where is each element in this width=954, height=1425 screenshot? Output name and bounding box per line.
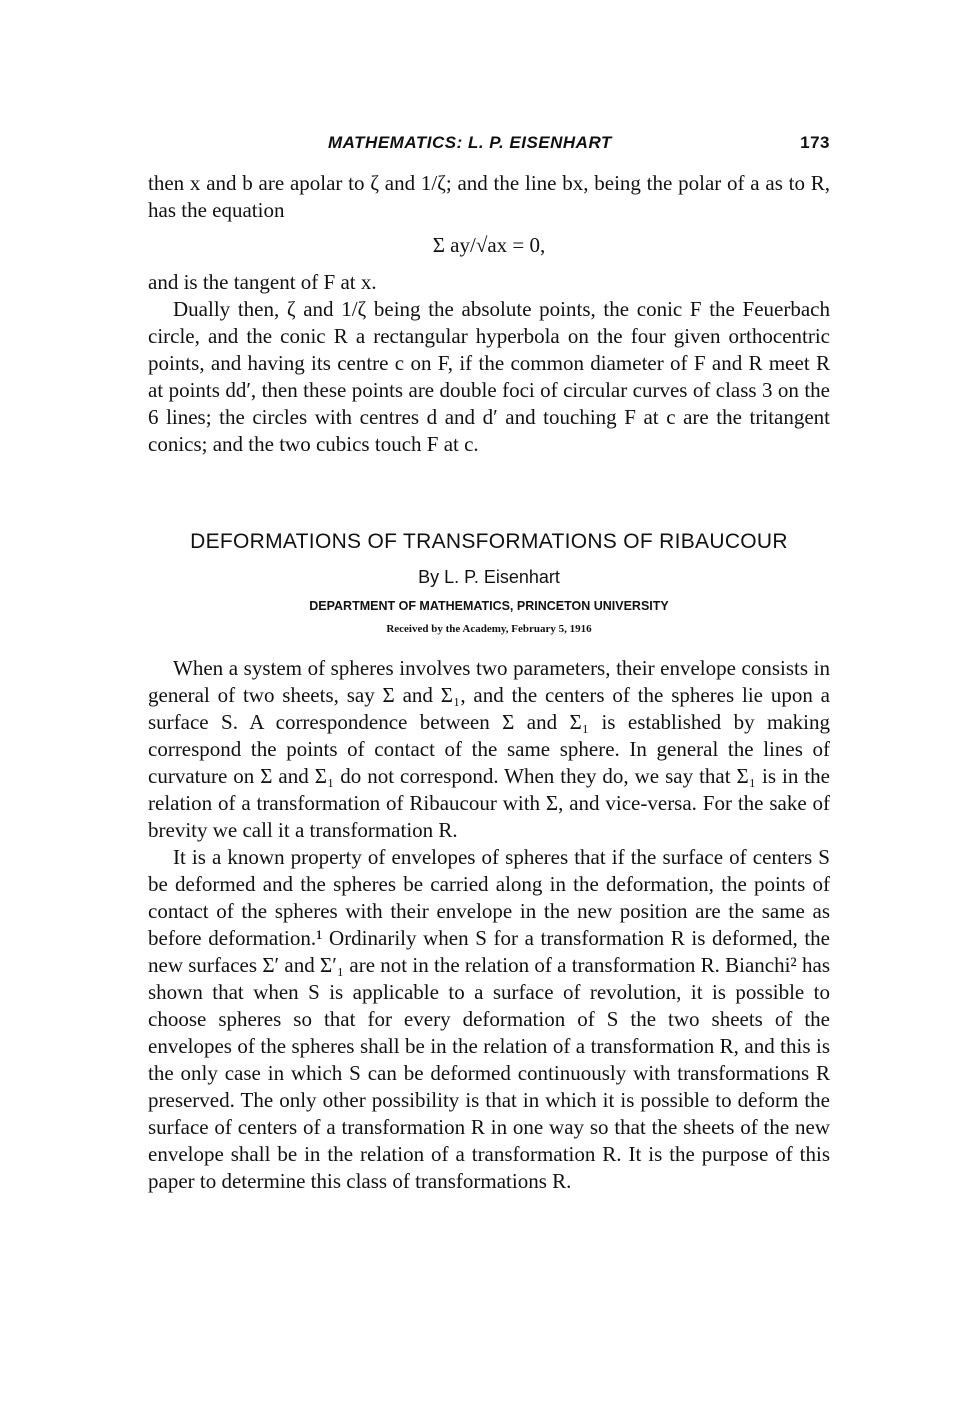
paragraph: Dually then, ζ and 1/ζ being the absolute points, the conic F the Feuerbach circle, and the conic R a rectangular hyperbola on the four given orthocentric points, and having its centre c on F, if the common diameter of F and R meet R at points dd′, then these points are double foci of circular curves of class 3 on the 6 lines; the circles with centres d and d′ and touching F at c are the tritangent conics; and the two cubics touch F at c.: [148, 297, 830, 456]
article-affiliation: DEPARTMENT OF MATHEMATICS, PRINCETON UNIVERSITY: [309, 599, 669, 613]
article-body: [148, 655, 830, 1195]
paragraph: and is the tangent of F at x.: [148, 270, 377, 294]
paragraph: When a system of spheres involves two parameters, their envelope consists in general of two sheets, say Σ and Σ₁, and the centers of the spheres lie upon a surface S. A correspondence between Σ and Σ₁ is established by making correspond the points of contact of the same sphere. In general the lines of curvature on Σ and Σ₁ do not correspond. When they do, we say that Σ₁ is in the relation of a transformation of Ribaucour with Σ, and vice-versa. For the sake of brevity we call it a transformation R.: [148, 656, 830, 842]
running-head-title: MATHEMATICS: L. P. EISENHART: [328, 133, 612, 152]
continuation-text: [148, 170, 830, 458]
paragraph: then x and b are apolar to ζ and 1/ζ; and the line bx, being the polar of a as to R, has the equation: [148, 171, 830, 222]
paragraph: It is a known property of envelopes of spheres that if the surface of centers S be deformed and the spheres be carried along in the deformation, the points of contact of the spheres with their envelope in the new position are the same as before deformation.¹ Ordinarily when S for a transformation R is deformed, the new surfaces Σ′ and Σ′₁ are not in the relation of a transformation R. Bianchi² has shown that when S is applicable to a surface of revolution, it is possible to choose spheres so that for every deformation of S the two sheets of the envelopes of the spheres shall be in the relation of a transformation R, and this is the only case in which S can be deformed continuously with transformations R preserved. The only other possibility is that in which it is possible to deform the surface of centers of a transformation R in one way so that the sheets of the new envelope shall be in the relation of a transformation R. It is the purpose of this paper to determine this class of transformations R.: [148, 845, 830, 1193]
equation: Σ ay/√ax = 0,: [432, 233, 546, 257]
received-date: Received by the Academy, February 5, 1916: [386, 623, 592, 635]
page-number: 173: [800, 133, 830, 152]
article-byline: By L. P. Eisenhart: [418, 567, 560, 587]
article-title: DEFORMATIONS OF TRANSFORMATIONS OF RIBAUCOUR: [190, 530, 788, 553]
